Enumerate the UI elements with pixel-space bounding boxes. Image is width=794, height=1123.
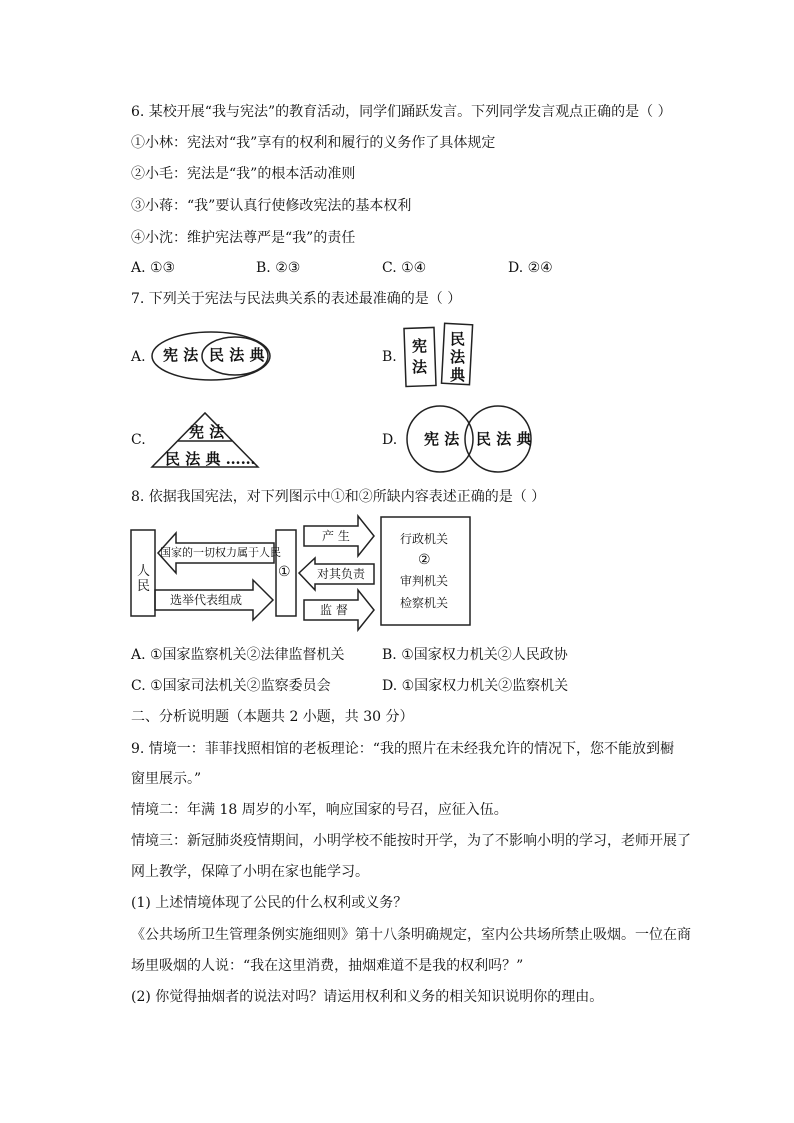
q6-stem: 6. 某校开展“我与宪法”的教育活动，同学们踊跃发言。下列同学发言观点正确的是（ ） [131, 104, 672, 120]
q6-item-2: ②小毛：宪法是“我”的根本活动准则 [131, 166, 356, 182]
q9-sub-1: (1) 上述情境体现了公民的什么权利或义务？ [131, 895, 408, 911]
q9-line-8: 场里吸烟的人说：“我在这里消费，抽烟难道不是我的权利吗？” [131, 958, 524, 974]
q9-line-3: 情境二：年满 18 周岁的小军，响应国家的号召，应征入伍。 [131, 802, 508, 818]
q6-item-4: ④小沈：维护宪法尊严是“我”的责任 [131, 230, 356, 246]
q8-organ-3: 审判机关 [400, 574, 449, 588]
q8-option-b[interactable]: B. ①国家权力机关②人民政协 [382, 647, 568, 663]
q8-stem: 8. 依据我国宪法，对下列图示中①和②所缺内容表述正确的是（ ） [131, 489, 546, 505]
q7-b-min: 民 [450, 330, 466, 348]
q6-item-3: ③小蒋：“我”要认真行使修改宪法的基本权利 [131, 198, 412, 214]
q7-d-minfadian: 民 法 典 [476, 430, 532, 448]
q7-b-dian: 典 [450, 366, 466, 384]
q8-arrow-right-label: 选举代表组成 [170, 593, 243, 607]
q8-organ-2: ② [418, 552, 431, 568]
q8-option-c[interactable]: C. ①国家司法机关②监察委员会 [131, 678, 331, 694]
q6-item-1: ①小林：宪法对“我”享有的权利和履行的义务作了具体规定 [131, 135, 496, 151]
q8-option-a[interactable]: A. ①国家监察机关②法律监督机关 [131, 647, 345, 663]
q7-label-c[interactable]: C. [131, 432, 146, 448]
q7-a-minfadian: 民 法 典 [209, 346, 265, 364]
q6-option-a[interactable]: A. ①③ [131, 260, 176, 276]
q9-line-2: 窗里展示。” [131, 771, 202, 787]
q9-sub-2: (2) 你觉得抽烟者的说法对吗？请运用权利和义务的相关知识说明你的理由。 [131, 989, 604, 1005]
q6-option-b[interactable]: B. ②③ [256, 260, 301, 276]
q8-circle1: ① [278, 564, 291, 580]
q7-c-xianfa: 宪 法 [189, 423, 225, 441]
q8-option-d[interactable]: D. ①国家权力机关②监察机关 [382, 678, 569, 694]
q8-arrow-left-label: 国家的一切权力属于人民 [160, 546, 281, 559]
q7-a-xianfa: 宪 法 [163, 346, 199, 364]
q8-jiandu: 监 督 [320, 603, 348, 617]
q9-line-4: 情境三：新冠肺炎疫情期间，小明学校不能按时开学，为了不影响小明的学习，老师开展了 [131, 833, 691, 849]
q7-c-minfadian: 民 法 典 …… [165, 450, 256, 468]
q8-renmin-2: 民 [137, 579, 151, 594]
q7-label-b[interactable]: B. [382, 349, 397, 365]
q7-b-fa: 法 [412, 358, 428, 376]
q9-line-1: 9. 情境一：菲菲找照相馆的老板理论：“我的照片在未经我允许的情况下，您不能放到橱 [131, 741, 674, 757]
q9-line-7: 《公共场所卫生管理条例实施细则》第十八条明确规定，室内公共场所禁止吸烟。一位在商 [131, 927, 691, 943]
q8-organ-1: 行政机关 [400, 532, 449, 546]
q6-option-c[interactable]: C. ①④ [382, 260, 427, 276]
q7-b-xian: 宪 [412, 337, 428, 355]
q7-label-d[interactable]: D. [382, 432, 398, 448]
q8-duiqi: 对其负责 [317, 567, 366, 581]
q7-stem: 7. 下列关于宪法与民法典关系的表述最准确的是（ ） [131, 291, 462, 307]
section2-heading: 二、分析说明题（本题共 2 小题，共 30 分） [131, 709, 414, 725]
q7-b-fa2: 法 [450, 348, 466, 366]
q8-organ-4: 检察机关 [400, 596, 449, 610]
q8-renmin-1: 人 [137, 564, 151, 579]
q7-d-xianfa: 宪 法 [424, 430, 460, 448]
q9-line-5: 网上教学，保障了小明在家也能学习。 [131, 864, 369, 880]
q8-chansheng: 产 生 [322, 529, 350, 543]
q7-label-a[interactable]: A. [131, 349, 146, 365]
q6-option-d[interactable]: D. ②④ [508, 260, 553, 276]
